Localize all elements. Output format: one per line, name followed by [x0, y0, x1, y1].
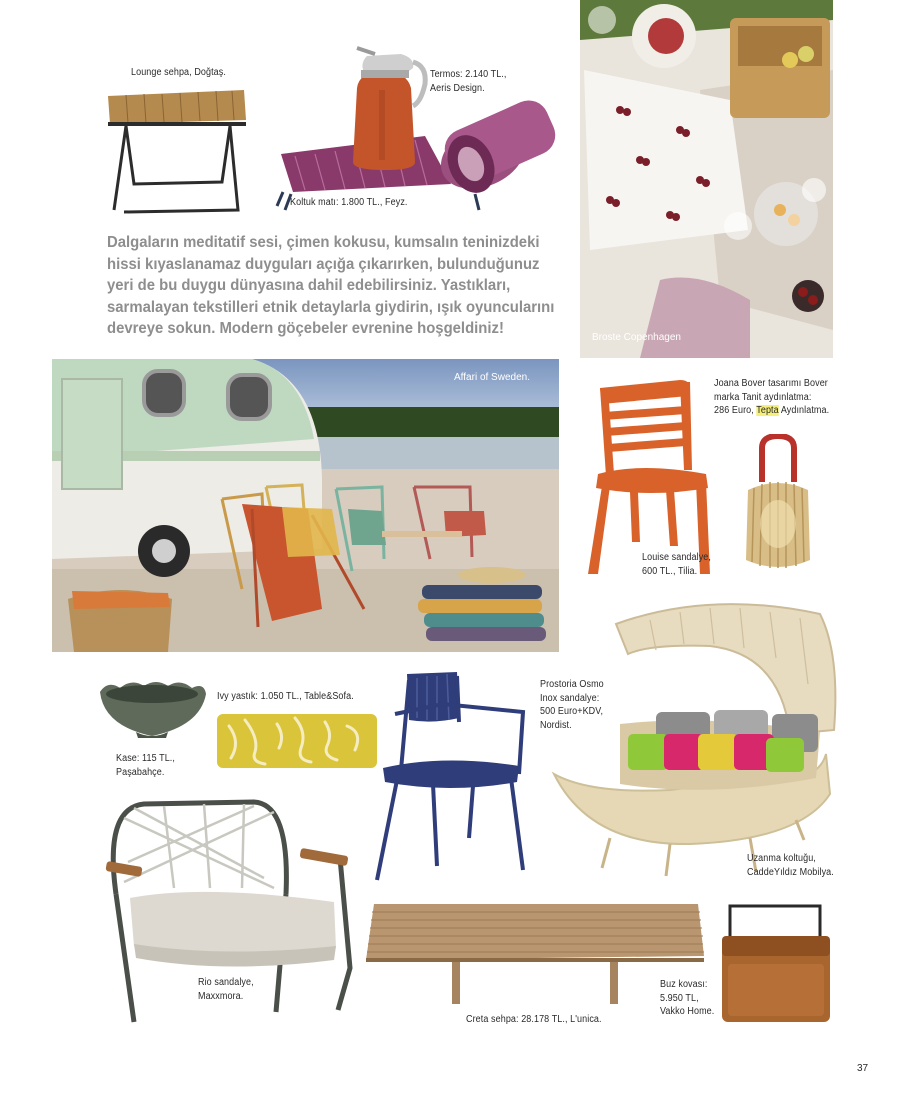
osmo-chair-caption-line-4: Nordist. [540, 719, 572, 731]
daybed-caption [747, 852, 834, 879]
seat-mat-caption-line: Koltuk matı: 1.800 TL., Feyz. [290, 197, 408, 208]
daybed-caption-line-1: Uzanma koltuğu, [747, 853, 816, 864]
creta-table-caption [466, 1013, 602, 1027]
daybed-image [550, 594, 840, 880]
ivy-pillow-caption-line: Ivy yastık: 1.050 TL., Table&Sofa. [217, 691, 354, 702]
lamp-caption-line-1: Joana Bover tasarımı Bover [714, 378, 828, 389]
picnic-photo [580, 0, 833, 358]
intro-line-2: hissi kıyaslanamaz duyguları açığa çıkarırken, bulunduğunuz [107, 255, 540, 273]
intro-line-4: sarmalayan tekstilleri etnik detaylarla giydirin, ışık oyuncularını [107, 298, 555, 316]
intro-paragraph [107, 232, 555, 340]
lamp-caption [714, 377, 829, 418]
caravan-photo-credit: Affari of Sweden. [454, 372, 530, 383]
ivy-pillow-image [215, 712, 379, 770]
lamp-caption-line-2: marka Tanit aydınlatma: [714, 391, 812, 403]
seat-mat-and-thermos-image [275, 44, 561, 212]
thermos-caption-line-2: Aeris Design. [430, 82, 485, 94]
osmo-chair-caption [540, 678, 604, 732]
picnic-photo-credit: Broste Copenhagen [592, 332, 681, 343]
osmo-chair-caption-line-1: Prostoria Osmo [540, 679, 604, 690]
thermos-caption [430, 68, 507, 95]
osmo-chair-caption-line-2: Inox sandalye: [540, 692, 600, 704]
ice-bucket-caption-line-1: Buz kovası: [660, 979, 708, 990]
thermos-caption-line-1: Termos: 2.140 TL., [430, 69, 507, 80]
ice-bucket-caption-line-3: Vakko Home. [660, 1006, 715, 1017]
bowl-caption-line-1: Kase: 115 TL., [116, 753, 175, 764]
intro-line-5: devreye sokun. Modern göçebeler evrenine hoşgeldiniz! [107, 320, 504, 338]
lounge-table-image [104, 86, 250, 218]
creta-table-image [364, 900, 706, 1008]
daybed-caption-line-2: CaddeYıldız Mobilya. [747, 866, 834, 878]
louise-chair-caption [642, 551, 711, 578]
lounge-table-caption-line: Lounge sehpa, Doğtaş. [131, 67, 226, 78]
ivy-pillow-caption [217, 690, 354, 704]
louise-chair-caption-line-2: 600 TL., Tilia. [642, 565, 698, 577]
lamp-caption-line-3: 286 Euro, Tepta Aydınlatma. [714, 405, 830, 416]
creta-table-caption-line: Creta sehpa: 28.178 TL., L'unica. [466, 1014, 602, 1025]
osmo-chair-caption-line-3: 500 Euro+KDV, [540, 706, 604, 717]
ice-bucket-caption-line-2: 5.950 TL, [660, 992, 699, 1004]
tanit-lamp-image [742, 434, 814, 574]
osmo-chair-image [373, 670, 533, 884]
highlighted-brand: Tepta [756, 405, 779, 416]
ice-bucket-caption [660, 978, 714, 1019]
bowl-caption [116, 752, 175, 779]
caravan-beach-photo [52, 359, 559, 652]
rio-chair-caption-line-1: Rio sandalye, [198, 977, 254, 988]
intro-line-3: yeri de bu duygu dünyasına dahil edebilirsiniz. Yastıkları, [107, 277, 511, 295]
louise-chair-image [580, 378, 714, 578]
bowl-caption-line-2: Paşabahçe. [116, 766, 165, 778]
bowl-image [96, 676, 208, 740]
rio-chair-caption [198, 976, 254, 1003]
seat-mat-caption [290, 196, 408, 210]
lounge-table-caption [131, 66, 226, 80]
rio-chair-caption-line-2: Maxxmora. [198, 990, 244, 1002]
intro-line-1: Dalgaların meditatif sesi, çimen kokusu, kumsalın teninizdeki [107, 234, 540, 251]
ice-bucket-image [718, 902, 832, 1026]
page-number: 37 [857, 1063, 869, 1074]
louise-chair-caption-line-1: Louise sandalye, [642, 552, 711, 563]
